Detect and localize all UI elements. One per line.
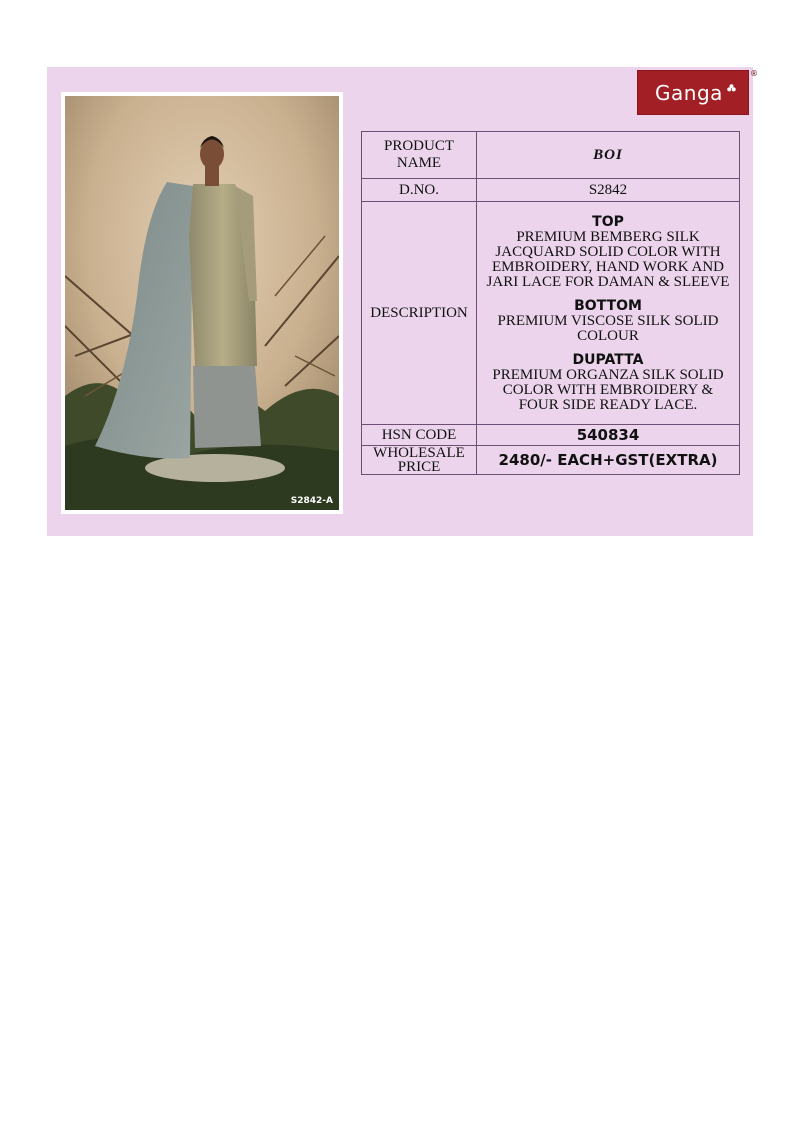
top-title: TOP [592,213,624,230]
dno-value: S2842 [477,179,740,202]
bottom-title: BOTTOM [574,297,642,314]
registered-mark: ® [750,69,758,78]
bottom-text: PREMIUM VISCOSE SILK SOLID COLOUR [497,312,719,344]
hsn-value: 540834 [477,425,740,446]
description-dupatta [481,352,735,413]
hsn-label: HSN CODE [362,425,477,446]
dupatta-text: PREMIUM ORGANZA SILK SOLID COLOR WITH EMBROIDERY & FOUR SIDE READY LACE. [492,366,724,413]
product-spec-table [361,131,740,475]
product-name-label: PRODUCT NAME [362,132,477,179]
description-top [481,214,735,290]
description-cell [477,202,740,425]
table-row [362,425,740,446]
product-name: BOI [477,132,740,179]
description-label: DESCRIPTION [362,202,477,425]
table-row [362,202,740,425]
table-row [362,132,740,179]
model-image [65,96,339,510]
brand-logo [637,69,758,115]
brand-logo-text: Ganga [655,80,723,105]
product-photo [61,92,343,514]
description-bottom [481,298,735,344]
flower-icon [727,84,736,93]
dno-label: D.NO. [362,179,477,202]
photo-caption: S2842-A [290,496,333,506]
price-label: WHOLESALE PRICE [362,446,477,475]
top-text: PREMIUM BEMBERG SILK JACQUARD SOLID COLOR WITH EMBROIDERY, HAND WORK AND JARI LACE FOR DAMAN & SLEEVE [486,228,730,290]
price-value: 2480/- EACH+GST(EXTRA) [477,446,740,475]
table-row [362,446,740,475]
table-row [362,179,740,202]
dupatta-title: DUPATTA [572,351,644,368]
